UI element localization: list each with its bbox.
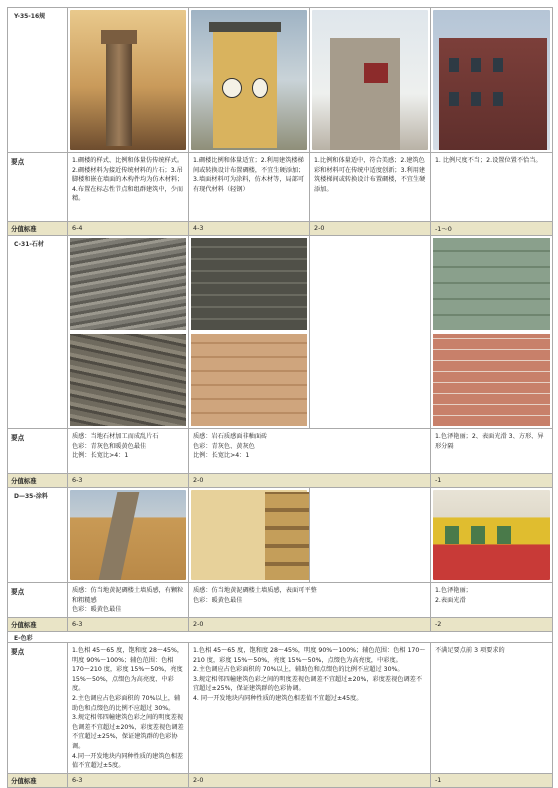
section2-key-label: 要点: [8, 429, 68, 473]
section3-key-label: 要点: [8, 583, 68, 618]
section1-key-label: 要点: [8, 153, 68, 221]
section4-text-3: 不满足要点前 3 项要求的: [435, 647, 505, 654]
section3-score-3: -2: [435, 620, 442, 628]
section4-text-2: 1.色相 45～65 度，饱和度 28～45%，明度 90%～100%；辅色范围：色相 170～210 度，彩度 15%～50%，亮度 15%～50%，点缀色为高亮度，中彩度。 2.主色调应占色彩面积的 70%以上，辅助色和点缀色的比例不应超过 30%。 3.规定相邻四幢建筑色彩之间的明度差视色调差不宜超过±20%，彩度差视色调差不宜超过±25%，保证建筑群的色彩协调。 4. 同一开发地块内同种性质的建筑色相差值不宜超过±45度。: [189, 643, 431, 774]
section1-key-row: [8, 153, 552, 222]
section2-image-row: [8, 236, 552, 429]
section3-text-1: 质感：仿当地黄泥碉楼土墙质感，有颗粒和粗糙感 色彩：暖黄色最佳: [68, 583, 189, 618]
section1-score-3: 2-0: [310, 222, 431, 235]
section2-key-row: [8, 429, 552, 474]
section3-text-2: 质感：仿当地黄泥碉楼土墙质感，表面可平整 色彩：暖黄色最佳: [189, 583, 431, 618]
brick-building-photo: [431, 8, 552, 152]
section1-text-4: 1. 比例尺度不当；2.设置位置不恰当。: [435, 157, 542, 164]
stone-bricks-column: [310, 236, 431, 428]
section1-score-4: -1～0: [435, 225, 452, 233]
section2-score-3: -1: [435, 476, 442, 484]
section3-title: D—35-涂料: [14, 493, 48, 500]
section1-title-cell: [8, 8, 68, 152]
section2-score-1: 6-3: [68, 474, 189, 487]
section2-title: C-31-石材: [14, 241, 44, 248]
section2-score-2: 2-0: [189, 474, 431, 487]
section4-title-row: [8, 632, 552, 643]
section4-text-1: 1.色相 45～65 度，饱和度 28～45%，明度 90%～100%；辅色范围：色相 170～210 度，彩度 15%～50%，亮度 15%～50%，点缀色为高亮度、中彩度。 2.主色调应占色彩面积的 70%以上，辅助色和点缀色的比例不应超过 30%。 3.规定相邻四幢建筑色彩之间的明度差视色调差不宜超过±20%，彩度差视色调差不宜超过±25%，保证建筑群的色彩协调。 4.同一开发地块内同种性质的建筑色相差值不宜超过±5度。: [68, 643, 189, 774]
section1-text-2: 1.碉楼比例和体量适宜；2.利用建筑楼梯间或转换设计布置碉楼，不宜生硬添加；3.墙面材料可为涂料，仿木材等，局部可有现代材料（轻钢）: [189, 153, 310, 221]
clock-tower-photo: [189, 8, 310, 152]
section1-score-row: [8, 222, 552, 236]
section2-title-cell: [8, 236, 68, 428]
section1-text-3: 1.比例和体量适中，符合美感；2.建筑色彩和材料可在传统中适度创新；3.利用建筑楼梯间或转换设计布置碉楼，不宜生硬添加。: [310, 153, 431, 221]
section3-score-label: 分值标准: [8, 618, 68, 631]
section1-title: Y-35-16规: [14, 13, 46, 20]
section4-title-cell: [8, 632, 552, 642]
glazed-tile-photos: [431, 236, 552, 428]
section3-title-cell: [8, 488, 68, 582]
section4-score-3: -1: [435, 776, 442, 784]
section3-score-2: 2-0: [189, 618, 431, 631]
textured-stone-tile-photos: [189, 236, 310, 428]
section1-text-1: 1.碉楼的样式、比例和体量仿传统样式。2.碉楼材料为接近传统材料的片石；3.吊脚楼和嵌在墙面的木构件均为仿木材料；4.布置在标志性节点和组群建筑中，少而精。: [68, 153, 189, 221]
section4-key-label: 要点: [8, 643, 68, 774]
section3-score-1: 6-3: [68, 618, 189, 631]
section1-score-2: 4-3: [189, 222, 310, 235]
yellow-plaster-building-photo: [189, 488, 310, 582]
slate-stone-photos: [68, 236, 189, 428]
colorful-facade-photo: [431, 488, 552, 582]
section4-score-label: 分值标准: [8, 774, 68, 787]
section3-score-row: [8, 618, 552, 632]
stone-watchtower-photo: [68, 8, 189, 152]
section4-score-1: 6-3: [68, 774, 189, 787]
section3-key-row: [8, 583, 552, 618]
yellow-clay-wall-photo: [68, 488, 189, 582]
section3-image-row: [8, 488, 552, 583]
section4-title: E-色彩: [14, 635, 33, 642]
section4-score-2: 2-0: [189, 774, 431, 787]
section3-text-3: 1.色泽艳丽； 2.表面光滑: [435, 587, 472, 604]
brick-tower-photo: [310, 8, 431, 152]
section1-score-label: 分值标准: [8, 222, 68, 235]
section2-text-2: 质感：岩石质感面非釉面砖 色彩：青灰色、黄灰色 比例：长宽比>4：1: [189, 429, 431, 473]
section1-image-row: [8, 8, 552, 153]
section2-score-label: 分值标准: [8, 474, 68, 487]
section2-text-3: 1.色泽艳丽；2、表面光滑 3、方形、异形分隔: [435, 433, 544, 450]
plaster-column: [310, 488, 431, 582]
section4-key-row: [8, 643, 552, 774]
evaluation-table: [7, 7, 553, 788]
section2-score-row: [8, 474, 552, 488]
section1-score-1: 6-4: [68, 222, 189, 235]
section2-text-1: 质感：当地石材加工而成乱片石 色彩：青灰色和暖黄色最佳 比例：长宽比>4：1: [68, 429, 189, 473]
